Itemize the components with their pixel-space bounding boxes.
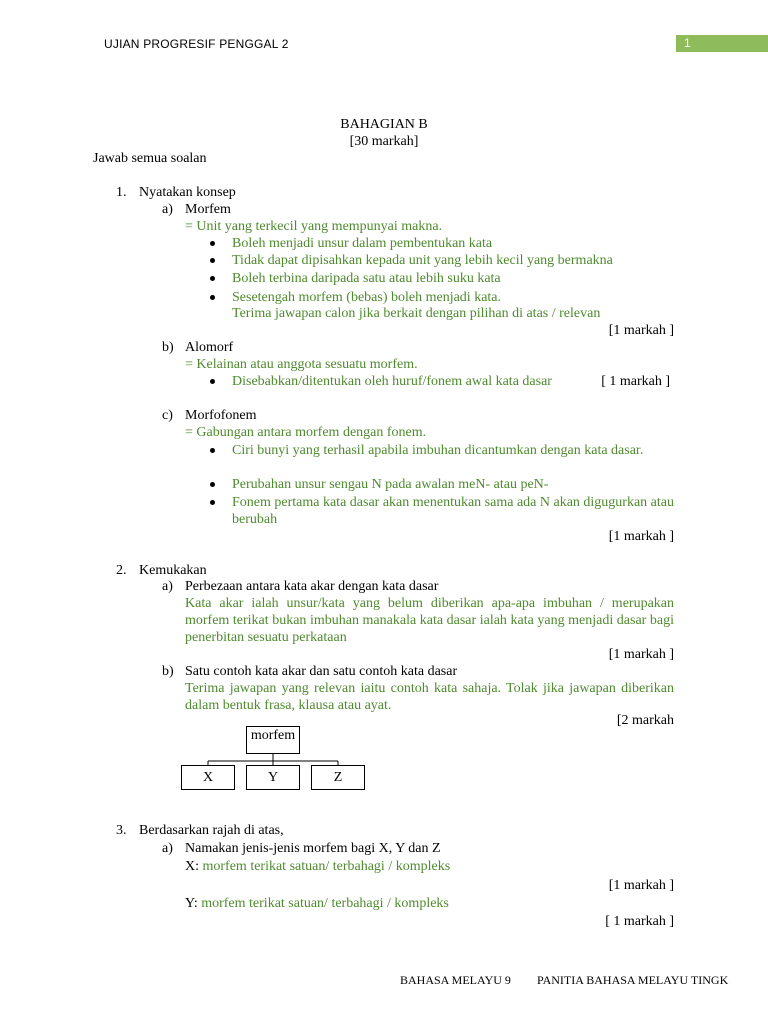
- q3-text: Berdasarkan rajah di atas,: [139, 823, 284, 838]
- q1-number: 1.: [116, 185, 127, 200]
- footer-right: PANITIA BAHASA MELAYU TINGK: [537, 973, 729, 987]
- q1c-bullet: Perubahan unsur sengau N pada awalan meN- atau peN-: [232, 477, 549, 492]
- q2b-mark: [2 markah: [616, 713, 674, 728]
- tree-child-label-z: Z: [333, 770, 343, 785]
- q1-text: Nyatakan konsep: [139, 185, 236, 200]
- q1c-mark: [1 markah ]: [608, 529, 674, 544]
- q3-number: 3.: [116, 823, 127, 838]
- q1a-mark: [1 markah ]: [608, 323, 674, 338]
- q3a-title: Namakan jenis-jenis morfem bagi X, Y dan Z: [185, 841, 441, 856]
- morfem-tree-diagram: [178, 726, 368, 792]
- q1a-bullet: Boleh menjadi unsur dalam pembentukan kata: [232, 236, 493, 251]
- q1a-definition: = Unit yang terkecil yang mempunyai makna.: [185, 219, 443, 234]
- section-marks: [30 markah]: [349, 134, 419, 149]
- q1b-bullet: Disebabkan/ditentukan oleh huruf/fonem awal kata dasar: [232, 374, 552, 389]
- q2b-answer: Terima jawapan yang relevan iaitu contoh kata sahaja. Tolak jika jawapan diberikan dalam bentuk frasa, klausa atau ayat.: [185, 681, 674, 713]
- q2-text: Kemukakan: [139, 563, 207, 578]
- tree-child-label-y: Y: [267, 770, 279, 785]
- q1a-label: a): [162, 202, 173, 217]
- q3a-y-prefix: Y:: [185, 896, 198, 911]
- q1c-title: Morfofonem: [185, 408, 257, 423]
- q1b-definition: = Kelainan atau anggota sesuatu morfem.: [185, 357, 418, 372]
- q2a-label: a): [162, 579, 173, 594]
- q1a-title: Morfem: [185, 202, 231, 217]
- instruction: Jawab semua soalan: [93, 151, 207, 166]
- q1a-note: Terima jawapan calon jika berkait dengan pilihan di atas / relevan: [232, 306, 601, 321]
- section-title: BAHAGIAN B: [340, 117, 428, 132]
- q3a-x-answer: morfem terikat satuan/ terbahagi / kompleks: [199, 859, 451, 874]
- q1a-bullet: Tidak dapat dipisahkan kepada unit yang lebih kecil yang bermakna: [232, 253, 613, 268]
- tree-child-label-x: X: [202, 770, 214, 785]
- q1c-bullet: Ciri bunyi yang terhasil apabila imbuhan dicantumkan dengan kata dasar.: [232, 442, 674, 459]
- q2b-title: Satu contoh kata akar dan satu contoh kata dasar: [185, 664, 458, 679]
- q1a-bullet: Boleh terbina daripada satu atau lebih suku kata: [232, 271, 501, 286]
- q1b-label: b): [162, 340, 174, 355]
- footer-left: BAHASA MELAYU 9: [400, 973, 511, 987]
- q1b-mark: [ 1 markah ]: [601, 374, 670, 389]
- q3a-x-prefix: X:: [185, 859, 199, 874]
- q2-number: 2.: [116, 563, 127, 578]
- q3a-x-mark: [1 markah ]: [608, 878, 674, 893]
- q3a-y-line: [185, 895, 449, 912]
- q1b-title: Alomorf: [185, 340, 234, 355]
- q1a-bullet: Sesetengah morfem (bebas) boleh menjadi kata.: [232, 290, 502, 305]
- q3a-y-mark: [ 1 markah ]: [605, 914, 674, 929]
- q1c-label: c): [162, 408, 173, 423]
- q3a-x-line: [185, 858, 450, 875]
- q3a-label: a): [162, 841, 173, 856]
- q2b-label: b): [162, 664, 174, 679]
- q3a-y-answer: morfem terikat satuan/ terbahagi / kompleks: [197, 896, 449, 911]
- q2a-title: Perbezaan antara kata akar dengan kata dasar: [185, 579, 439, 594]
- q2a-mark: [1 markah ]: [608, 647, 674, 662]
- header-title: UJIAN PROGRESIF PENGGAL 2: [104, 37, 289, 51]
- page-number-box: [676, 35, 768, 52]
- q1c-definition: = Gabungan antara morfem dengan fonem.: [185, 425, 427, 440]
- q2a-answer: Kata akar ialah unsur/kata yang belum diberikan apa-apa imbuhan / merupakan morfem terikat bukan imbuhan manakala kata dasar ialah kata yang menjadi dasar bagi penerbitan sesuatu perkataan: [185, 596, 674, 645]
- q1c-bullet: Fonem pertama kata dasar akan menentukan sama ada N akan digugurkan atau berubah: [232, 495, 674, 527]
- page-number: 1: [684, 36, 691, 50]
- tree-root-label: morfem: [250, 728, 296, 743]
